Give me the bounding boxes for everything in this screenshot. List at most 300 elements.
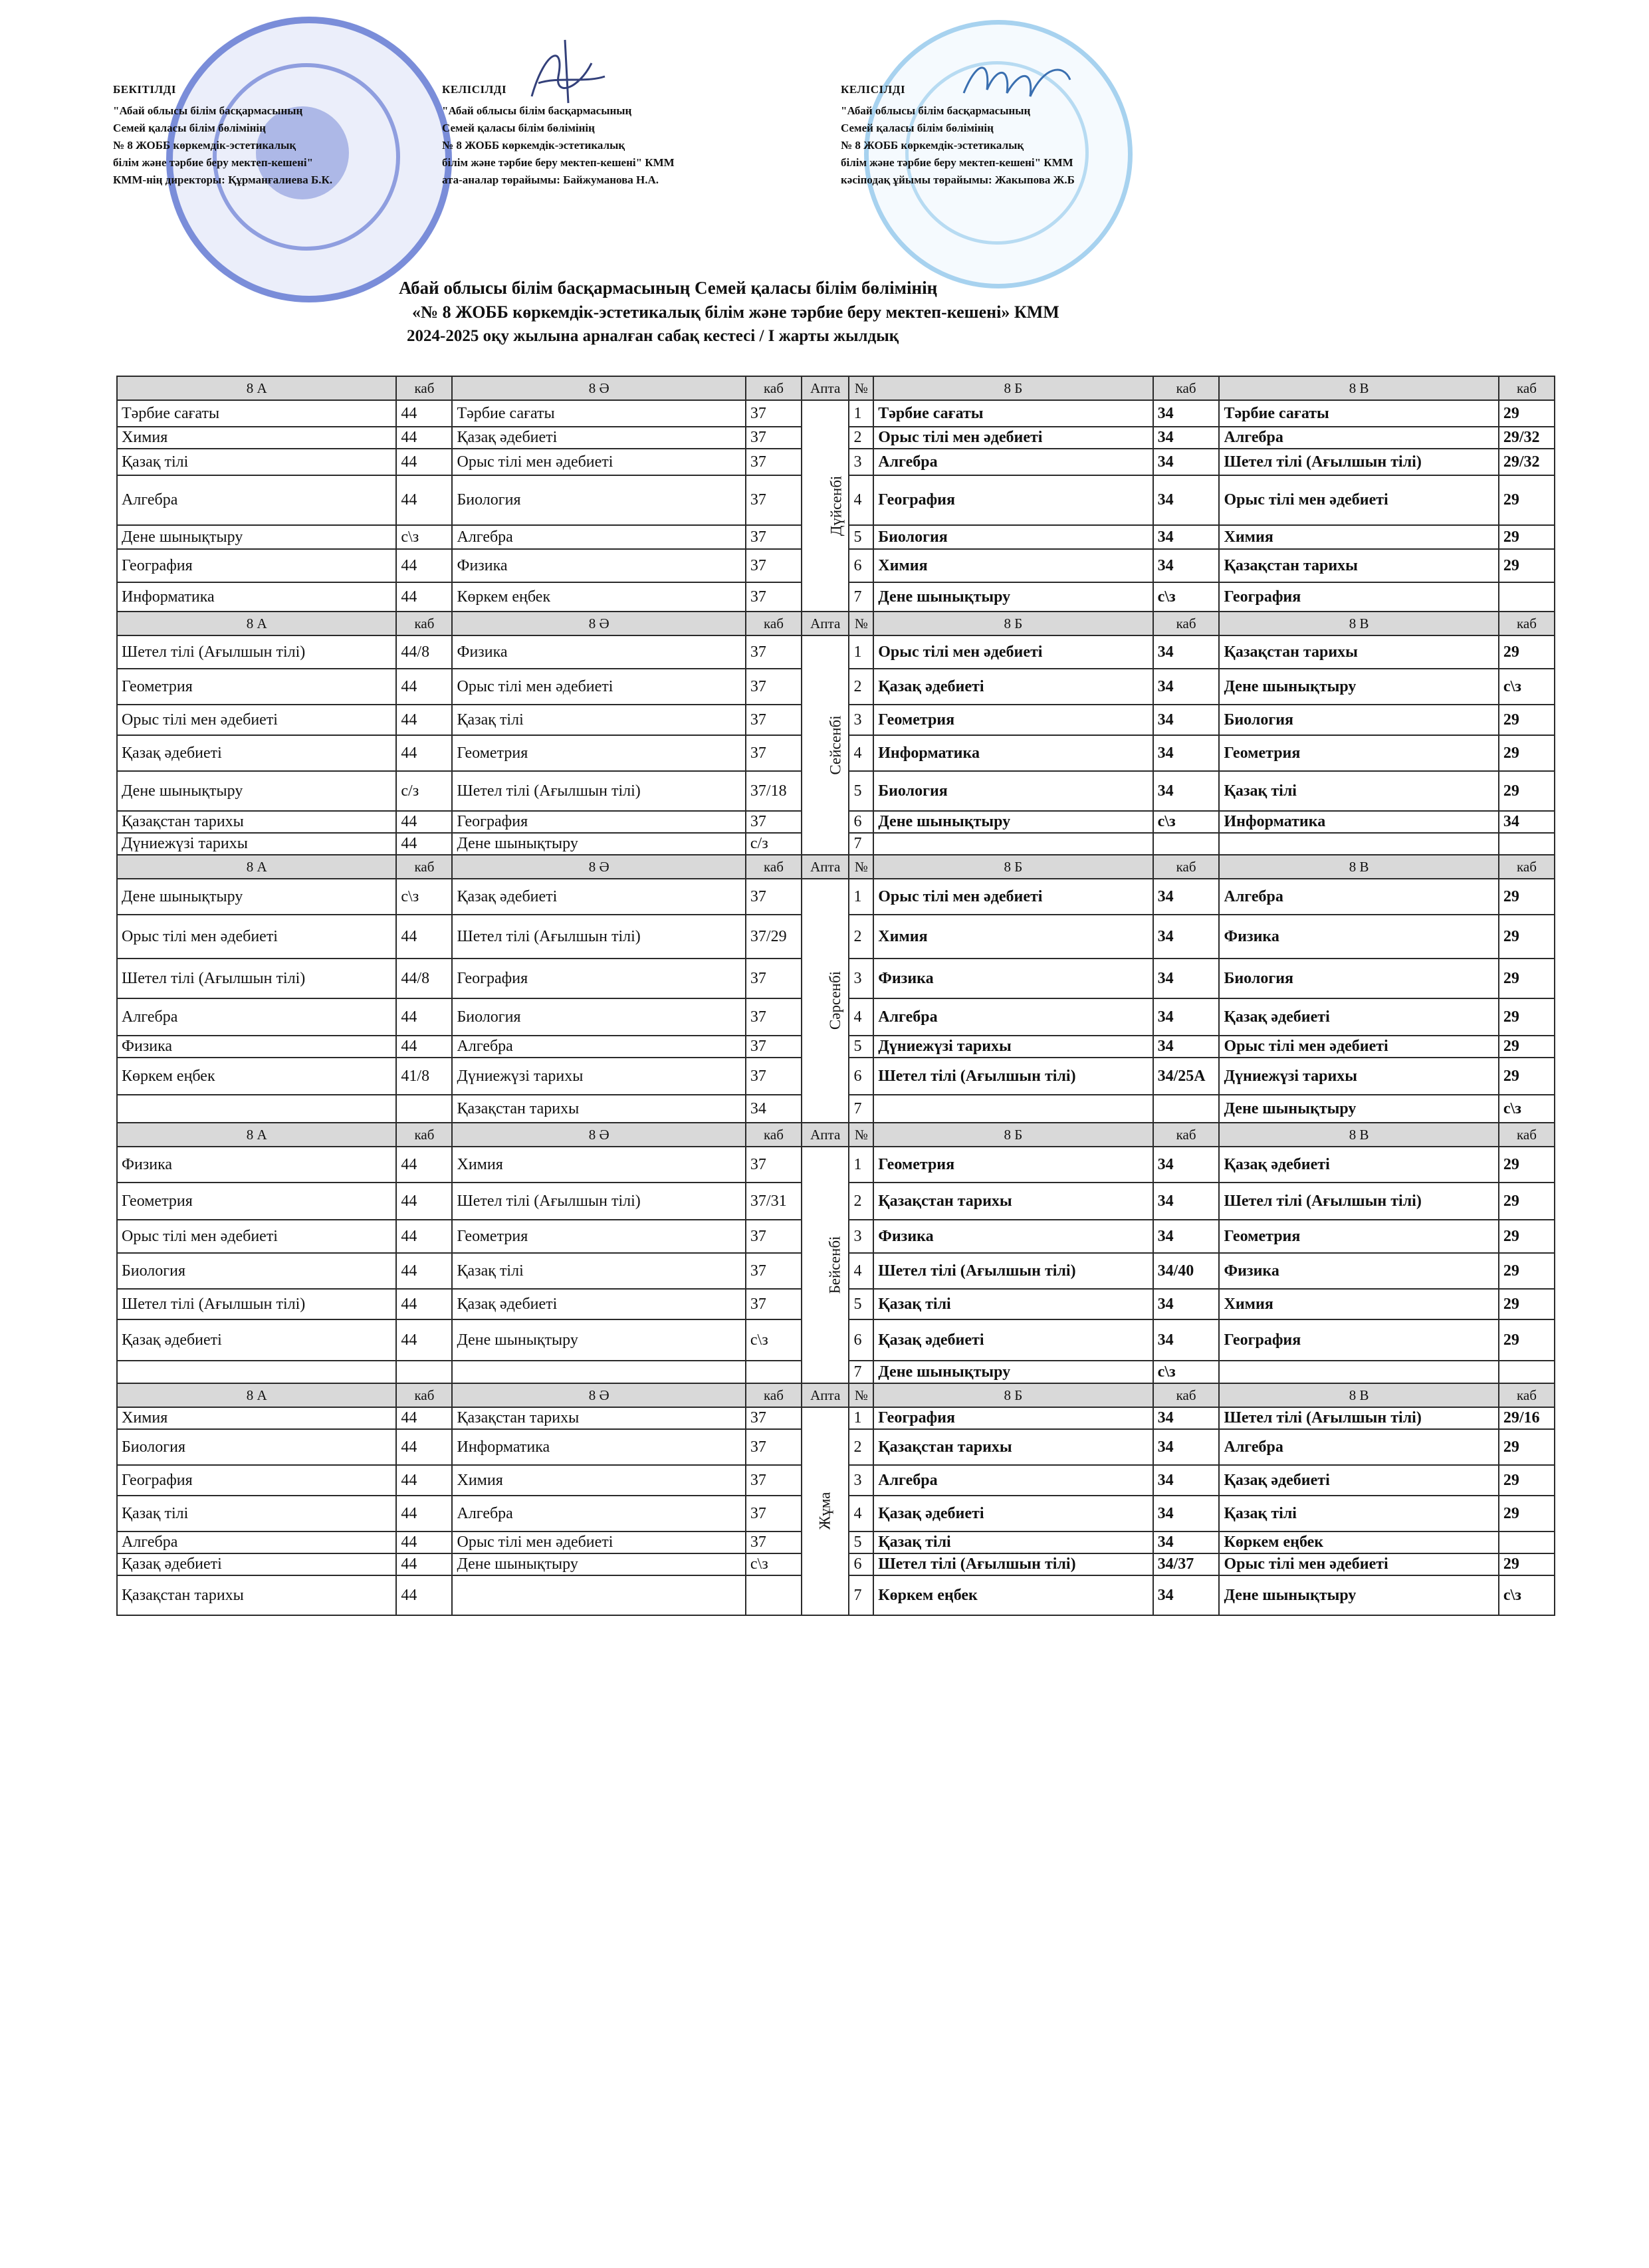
subject-8a: Тәрбие сағаты <box>117 400 396 427</box>
subject-8ae: Информатика <box>452 1429 745 1465</box>
room-8v: 29 <box>1499 1183 1555 1220</box>
subject-8a: Қазақ әдебиеті <box>117 1319 396 1361</box>
room-8a: с/з <box>396 771 452 811</box>
room-8v: с\з <box>1499 1575 1555 1615</box>
lesson-number: 3 <box>849 705 873 735</box>
room-8v: 29 <box>1499 1319 1555 1361</box>
subject-8a: Химия <box>117 1407 396 1429</box>
subject-8v: Алгебра <box>1219 879 1498 915</box>
room-8ae: 37 <box>746 549 802 582</box>
lesson-number: 7 <box>849 833 873 855</box>
room-8a: 44 <box>396 1147 452 1183</box>
header-number: № <box>849 1383 873 1407</box>
subject-8b: Орыс тілі мен әдебиеті <box>873 427 1153 449</box>
table-header-row <box>117 855 1555 879</box>
header-room: каб <box>1153 612 1220 635</box>
subject-8ae: Қазақстан тарихы <box>452 1407 745 1429</box>
header-room: каб <box>396 612 452 635</box>
subject-8a: Алгебра <box>117 475 396 525</box>
subject-8b: Геометрия <box>873 1147 1153 1183</box>
room-8ae: 37 <box>746 1465 802 1496</box>
lesson-number: 5 <box>849 1289 873 1319</box>
table-header-row <box>117 1383 1555 1407</box>
header-room: каб <box>396 855 452 879</box>
room-8b: 34 <box>1153 1289 1220 1319</box>
room-8ae: 37 <box>746 1289 802 1319</box>
subject-8v: Геометрия <box>1219 1220 1498 1253</box>
room-8ae: 37 <box>746 475 802 525</box>
subject-8ae <box>452 1361 745 1383</box>
room-8b: 34 <box>1153 1220 1220 1253</box>
room-8a: 44 <box>396 475 452 525</box>
subject-8v <box>1219 1361 1498 1383</box>
room-8b: 34/25А <box>1153 1058 1220 1095</box>
room-8ae: 37 <box>746 998 802 1036</box>
subject-8b: География <box>873 1407 1153 1429</box>
room-8ae: 37 <box>746 582 802 612</box>
approval-header: КЕЛІСІЛДІ <box>442 83 507 96</box>
room-8a: 44 <box>396 582 452 612</box>
lesson-number: 6 <box>849 549 873 582</box>
subject-8b: Қазақ әдебиеті <box>873 1496 1153 1531</box>
subject-8ae: Алгебра <box>452 525 745 549</box>
subject-8ae: Шетел тілі (Ағылшын тілі) <box>452 915 745 959</box>
weekday-cell <box>802 1407 849 1615</box>
subject-8v: География <box>1219 582 1498 612</box>
subject-8v: Қазақстан тарихы <box>1219 549 1498 582</box>
room-8v: 29/32 <box>1499 427 1555 449</box>
lesson-number: 7 <box>849 1361 873 1383</box>
subject-8b: Биология <box>873 771 1153 811</box>
subject-8v: Шетел тілі (Ағылшын тілі) <box>1219 1183 1498 1220</box>
subject-8v: Биология <box>1219 705 1498 735</box>
room-8b: 34 <box>1153 1183 1220 1220</box>
subject-8b: Қазақ тілі <box>873 1289 1153 1319</box>
room-8a: 44 <box>396 1253 452 1289</box>
room-8v: 29 <box>1499 475 1555 525</box>
header-class-8a: 8 А <box>117 612 396 635</box>
room-8b: 34 <box>1153 1036 1220 1058</box>
weekday-cell <box>802 400 849 612</box>
approval-header: БЕКІТІЛДІ <box>113 83 176 96</box>
subject-8b: Физика <box>873 1220 1153 1253</box>
room-8a: 44 <box>396 1531 452 1553</box>
approval-line: білім және тәрбие беру мектеп-кешені" КММ <box>841 156 1073 169</box>
room-8ae: 37 <box>746 879 802 915</box>
document-title-line-1: Абай облысы білім басқармасының Семей қаласы білім бөлімінің <box>399 278 938 298</box>
subject-8v: Қазақ тілі <box>1219 1496 1498 1531</box>
room-8b: 34 <box>1153 1147 1220 1183</box>
room-8v: 29 <box>1499 735 1555 771</box>
subject-8ae: Дене шынықтыру <box>452 833 745 855</box>
room-8b: 34 <box>1153 1429 1220 1465</box>
room-8a: 44 <box>396 1183 452 1220</box>
lesson-number: 5 <box>849 771 873 811</box>
header-room: каб <box>396 376 452 400</box>
subject-8a <box>117 1361 396 1383</box>
subject-8b: Геометрия <box>873 705 1153 735</box>
subject-8b: Қазақ әдебиеті <box>873 669 1153 705</box>
subject-8ae: Алгебра <box>452 1496 745 1531</box>
subject-8v: Қазақ тілі <box>1219 771 1498 811</box>
header-room: каб <box>746 855 802 879</box>
room-8v: 29/16 <box>1499 1407 1555 1429</box>
subject-8a: Қазақ әдебиеті <box>117 1553 396 1575</box>
room-8b: с\з <box>1153 811 1220 833</box>
subject-8ae: Көркем еңбек <box>452 582 745 612</box>
subject-8a: Информатика <box>117 582 396 612</box>
subject-8ae: Тәрбие сағаты <box>452 400 745 427</box>
room-8a: 44 <box>396 1496 452 1531</box>
subject-8b: Дене шынықтыру <box>873 811 1153 833</box>
room-8ae <box>746 1575 802 1615</box>
room-8ae: 37 <box>746 735 802 771</box>
lesson-number: 5 <box>849 1036 873 1058</box>
subject-8v: Қазақ әдебиеті <box>1219 1147 1498 1183</box>
header-week: Апта <box>802 1123 849 1147</box>
subject-8ae: География <box>452 811 745 833</box>
room-8v: 29 <box>1499 1147 1555 1183</box>
lesson-number: 3 <box>849 959 873 998</box>
subject-8v: Дене шынықтыру <box>1219 1575 1498 1615</box>
header-week: Апта <box>802 612 849 635</box>
room-8v: 29 <box>1499 1429 1555 1465</box>
subject-8ae: Дене шынықтыру <box>452 1319 745 1361</box>
room-8a: 44/8 <box>396 635 452 669</box>
room-8ae: 37 <box>746 400 802 427</box>
header-room: каб <box>396 1383 452 1407</box>
approval-line: Семей қаласы білім бөлімінің <box>841 122 994 134</box>
subject-8b: Алгебра <box>873 449 1153 475</box>
approval-line: білім және тәрбие беру мектеп-кешені" <box>113 156 314 169</box>
table-header-row <box>117 1123 1555 1147</box>
subject-8v: Физика <box>1219 915 1498 959</box>
room-8v: 34 <box>1499 811 1555 833</box>
subject-8a: Химия <box>117 427 396 449</box>
subject-8b: Тәрбие сағаты <box>873 400 1153 427</box>
room-8v: 29 <box>1499 635 1555 669</box>
approval-line: "Абай облысы білім басқармасының <box>442 104 632 117</box>
room-8b: 34 <box>1153 1575 1220 1615</box>
subject-8b: Шетел тілі (Ағылшын тілі) <box>873 1058 1153 1095</box>
room-8ae: 37/31 <box>746 1183 802 1220</box>
room-8a <box>396 1361 452 1383</box>
room-8ae: 37/29 <box>746 915 802 959</box>
subject-8a: Орыс тілі мен әдебиеті <box>117 1220 396 1253</box>
room-8v: 29 <box>1499 1058 1555 1095</box>
lesson-number: 2 <box>849 669 873 705</box>
room-8ae: 37 <box>746 635 802 669</box>
weekday-cell <box>802 879 849 1123</box>
subject-8ae: Дүниежүзі тарихы <box>452 1058 745 1095</box>
header-room: каб <box>746 612 802 635</box>
subject-8a: Қазақ тілі <box>117 1496 396 1531</box>
subject-8a: География <box>117 1465 396 1496</box>
subject-8a: Геометрия <box>117 669 396 705</box>
lesson-number: 4 <box>849 1496 873 1531</box>
lesson-number: 4 <box>849 735 873 771</box>
room-8v <box>1499 1531 1555 1553</box>
subject-8b: Физика <box>873 959 1153 998</box>
weekday-label: Бейсенбі <box>826 1236 843 1294</box>
lesson-number: 6 <box>849 811 873 833</box>
approval-block-union <box>841 81 1075 189</box>
room-8v: 29 <box>1499 1496 1555 1531</box>
lesson-number: 7 <box>849 1095 873 1123</box>
subject-8a: Шетел тілі (Ағылшын тілі) <box>117 635 396 669</box>
subject-8a: Биология <box>117 1429 396 1465</box>
subject-8a <box>117 1095 396 1123</box>
header-number: № <box>849 1123 873 1147</box>
room-8b: 34 <box>1153 669 1220 705</box>
subject-8a: Дүниежүзі тарихы <box>117 833 396 855</box>
approval-line: "Абай облысы білім басқармасының <box>841 104 1031 117</box>
subject-8b: Қазақ тілі <box>873 1531 1153 1553</box>
subject-8a: Орыс тілі мен әдебиеті <box>117 705 396 735</box>
header-class-8v: 8 В <box>1219 855 1498 879</box>
room-8v: с\з <box>1499 669 1555 705</box>
subject-8b: Дене шынықтыру <box>873 1361 1153 1383</box>
header-class-8a: 8 А <box>117 1383 396 1407</box>
room-8v: с\з <box>1499 1095 1555 1123</box>
room-8ae: с\з <box>746 1553 802 1575</box>
subject-8v: Шетел тілі (Ағылшын тілі) <box>1219 449 1498 475</box>
room-8a: 44 <box>396 449 452 475</box>
subject-8b: Химия <box>873 915 1153 959</box>
room-8ae: 37 <box>746 1253 802 1289</box>
room-8ae: 37 <box>746 1036 802 1058</box>
subject-8b: Алгебра <box>873 1465 1153 1496</box>
room-8v <box>1499 582 1555 612</box>
header-class-8a: 8 А <box>117 855 396 879</box>
subject-8ae: Қазақ әдебиеті <box>452 1289 745 1319</box>
room-8v: 29/32 <box>1499 449 1555 475</box>
approval-line: Семей қаласы білім бөлімінің <box>442 122 595 134</box>
schedule-table <box>116 376 1555 1616</box>
subject-8ae: Биология <box>452 998 745 1036</box>
lesson-number: 2 <box>849 427 873 449</box>
subject-8v: Қазақстан тарихы <box>1219 635 1498 669</box>
room-8ae: 37 <box>746 1429 802 1465</box>
subject-8b: Дене шынықтыру <box>873 582 1153 612</box>
header-room: каб <box>1153 1383 1220 1407</box>
subject-8a: Қазақстан тарихы <box>117 811 396 833</box>
room-8a: с\з <box>396 879 452 915</box>
header-class-8v: 8 В <box>1219 612 1498 635</box>
lesson-number: 5 <box>849 525 873 549</box>
subject-8v: Информатика <box>1219 811 1498 833</box>
lesson-number: 1 <box>849 400 873 427</box>
lesson-number: 6 <box>849 1319 873 1361</box>
subject-8b: Қазақ әдебиеті <box>873 1319 1153 1361</box>
room-8v: 29 <box>1499 771 1555 811</box>
subject-8ae: География <box>452 959 745 998</box>
header-week: Апта <box>802 855 849 879</box>
room-8b: 34 <box>1153 1465 1220 1496</box>
subject-8ae: Орыс тілі мен әдебиеті <box>452 669 745 705</box>
approval-line: кәсіподақ ұйымы төрайымы: Жакыпова Ж.Б <box>841 173 1075 186</box>
lesson-row <box>117 1147 1555 1183</box>
room-8a: 44 <box>396 811 452 833</box>
room-8ae: 37 <box>746 705 802 735</box>
lesson-number: 7 <box>849 582 873 612</box>
room-8a: 44/8 <box>396 959 452 998</box>
subject-8ae: Дене шынықтыру <box>452 1553 745 1575</box>
lesson-number: 6 <box>849 1553 873 1575</box>
subject-8v: Орыс тілі мен әдебиеті <box>1219 475 1498 525</box>
weekday-label: Жұма <box>816 1492 833 1530</box>
header-class-8ae: 8 Ә <box>452 1123 745 1147</box>
approval-block-director <box>113 81 332 189</box>
room-8a: 44 <box>396 1036 452 1058</box>
subject-8b <box>873 1095 1153 1123</box>
room-8a: 44 <box>396 1407 452 1429</box>
room-8ae: 37 <box>746 1496 802 1531</box>
subject-8a: Алгебра <box>117 1531 396 1553</box>
lesson-number: 7 <box>849 1575 873 1615</box>
header-class-8a: 8 А <box>117 1123 396 1147</box>
room-8ae <box>746 1361 802 1383</box>
subject-8a: Орыс тілі мен әдебиеті <box>117 915 396 959</box>
weekday-label: Дүйсенбі <box>827 475 845 536</box>
lesson-number: 1 <box>849 1147 873 1183</box>
room-8a: 44 <box>396 1319 452 1361</box>
subject-8a: Дене шынықтыру <box>117 771 396 811</box>
subject-8ae: Геометрия <box>452 735 745 771</box>
subject-8ae: Алгебра <box>452 1036 745 1058</box>
approval-line: № 8 ЖОББ көркемдік-эстетикалық <box>442 139 625 152</box>
subject-8b: География <box>873 475 1153 525</box>
room-8ae: с/з <box>746 833 802 855</box>
subject-8v: Қазақ әдебиеті <box>1219 998 1498 1036</box>
room-8ae: с\з <box>746 1319 802 1361</box>
lesson-number: 4 <box>849 1253 873 1289</box>
subject-8v: Алгебра <box>1219 1429 1498 1465</box>
subject-8ae: Геометрия <box>452 1220 745 1253</box>
room-8b: 34 <box>1153 449 1220 475</box>
room-8v <box>1499 833 1555 855</box>
header-room: каб <box>1499 1383 1555 1407</box>
header-room: каб <box>746 1383 802 1407</box>
room-8ae: 37 <box>746 449 802 475</box>
room-8b: 34 <box>1153 705 1220 735</box>
room-8b: 34 <box>1153 427 1220 449</box>
header-room: каб <box>1153 1123 1220 1147</box>
room-8b: 34 <box>1153 959 1220 998</box>
room-8ae: 37 <box>746 1220 802 1253</box>
header-room: каб <box>1153 376 1220 400</box>
room-8b: 34 <box>1153 879 1220 915</box>
lesson-number: 4 <box>849 998 873 1036</box>
subject-8v: Алгебра <box>1219 427 1498 449</box>
subject-8a: География <box>117 549 396 582</box>
subject-8b <box>873 833 1153 855</box>
header-room: каб <box>396 1123 452 1147</box>
room-8ae: 34 <box>746 1095 802 1123</box>
header-room: каб <box>1499 1123 1555 1147</box>
subject-8v: Қазақ әдебиеті <box>1219 1465 1498 1496</box>
subject-8v: Көркем еңбек <box>1219 1531 1498 1553</box>
room-8ae: 37 <box>746 1147 802 1183</box>
header-class-8v: 8 В <box>1219 1383 1498 1407</box>
subject-8v: Шетел тілі (Ағылшын тілі) <box>1219 1407 1498 1429</box>
subject-8ae: Қазақ тілі <box>452 705 745 735</box>
header-number: № <box>849 612 873 635</box>
room-8ae: 37 <box>746 669 802 705</box>
subject-8ae: Химия <box>452 1147 745 1183</box>
room-8a: 44 <box>396 1553 452 1575</box>
subject-8a: Көркем еңбек <box>117 1058 396 1095</box>
lesson-number: 4 <box>849 475 873 525</box>
header-class-8a: 8 А <box>117 376 396 400</box>
room-8v: 29 <box>1499 915 1555 959</box>
room-8b: 34 <box>1153 400 1220 427</box>
subject-8b: Шетел тілі (Ағылшын тілі) <box>873 1253 1153 1289</box>
weekday-cell <box>802 635 849 855</box>
header-class-8b: 8 Б <box>873 376 1153 400</box>
room-8a: 44 <box>396 705 452 735</box>
room-8v: 29 <box>1499 1465 1555 1496</box>
room-8v: 29 <box>1499 1289 1555 1319</box>
room-8v: 29 <box>1499 549 1555 582</box>
room-8v: 29 <box>1499 525 1555 549</box>
document-title-line-2: «№ 8 ЖОББ көркемдік-эстетикалық білім және тәрбие беру мектеп-кешені» КММ <box>412 302 1059 322</box>
lesson-number: 2 <box>849 1429 873 1465</box>
subject-8a: Геометрия <box>117 1183 396 1220</box>
subject-8b: Орыс тілі мен әдебиеті <box>873 879 1153 915</box>
room-8b: 34/40 <box>1153 1253 1220 1289</box>
subject-8v <box>1219 833 1498 855</box>
subject-8a: Қазақ тілі <box>117 449 396 475</box>
room-8ae: 37 <box>746 427 802 449</box>
header-room: каб <box>1153 855 1220 879</box>
lesson-number: 6 <box>849 1058 873 1095</box>
subject-8b: Қазақстан тарихы <box>873 1183 1153 1220</box>
room-8a: 44 <box>396 998 452 1036</box>
subject-8a: Дене шынықтыру <box>117 525 396 549</box>
lesson-row <box>117 1407 1555 1429</box>
room-8a: 44 <box>396 400 452 427</box>
subject-8b: Қазақстан тарихы <box>873 1429 1153 1465</box>
subject-8ae: Биология <box>452 475 745 525</box>
room-8b: 34 <box>1153 475 1220 525</box>
subject-8v: Орыс тілі мен әдебиеті <box>1219 1553 1498 1575</box>
room-8v: 29 <box>1499 1553 1555 1575</box>
subject-8a: Физика <box>117 1147 396 1183</box>
header-class-8ae: 8 Ә <box>452 612 745 635</box>
subject-8b: Шетел тілі (Ағылшын тілі) <box>873 1553 1153 1575</box>
subject-8a: Физика <box>117 1036 396 1058</box>
subject-8a: Алгебра <box>117 998 396 1036</box>
lesson-row <box>117 879 1555 915</box>
lesson-number: 3 <box>849 1220 873 1253</box>
subject-8a: Дене шынықтыру <box>117 879 396 915</box>
lesson-number: 2 <box>849 1183 873 1220</box>
subject-8ae: Орыс тілі мен әдебиеті <box>452 449 745 475</box>
subject-8b: Орыс тілі мен әдебиеті <box>873 635 1153 669</box>
header-class-8v: 8 В <box>1219 376 1498 400</box>
lesson-number: 1 <box>849 635 873 669</box>
lesson-number: 1 <box>849 1407 873 1429</box>
room-8ae: 37/18 <box>746 771 802 811</box>
subject-8b: Химия <box>873 549 1153 582</box>
room-8b: 34 <box>1153 998 1220 1036</box>
subject-8ae: Шетел тілі (Ағылшын тілі) <box>452 1183 745 1220</box>
subject-8v: Биология <box>1219 959 1498 998</box>
lesson-number: 1 <box>849 879 873 915</box>
room-8a: 44 <box>396 1220 452 1253</box>
room-8a: 44 <box>396 1575 452 1615</box>
